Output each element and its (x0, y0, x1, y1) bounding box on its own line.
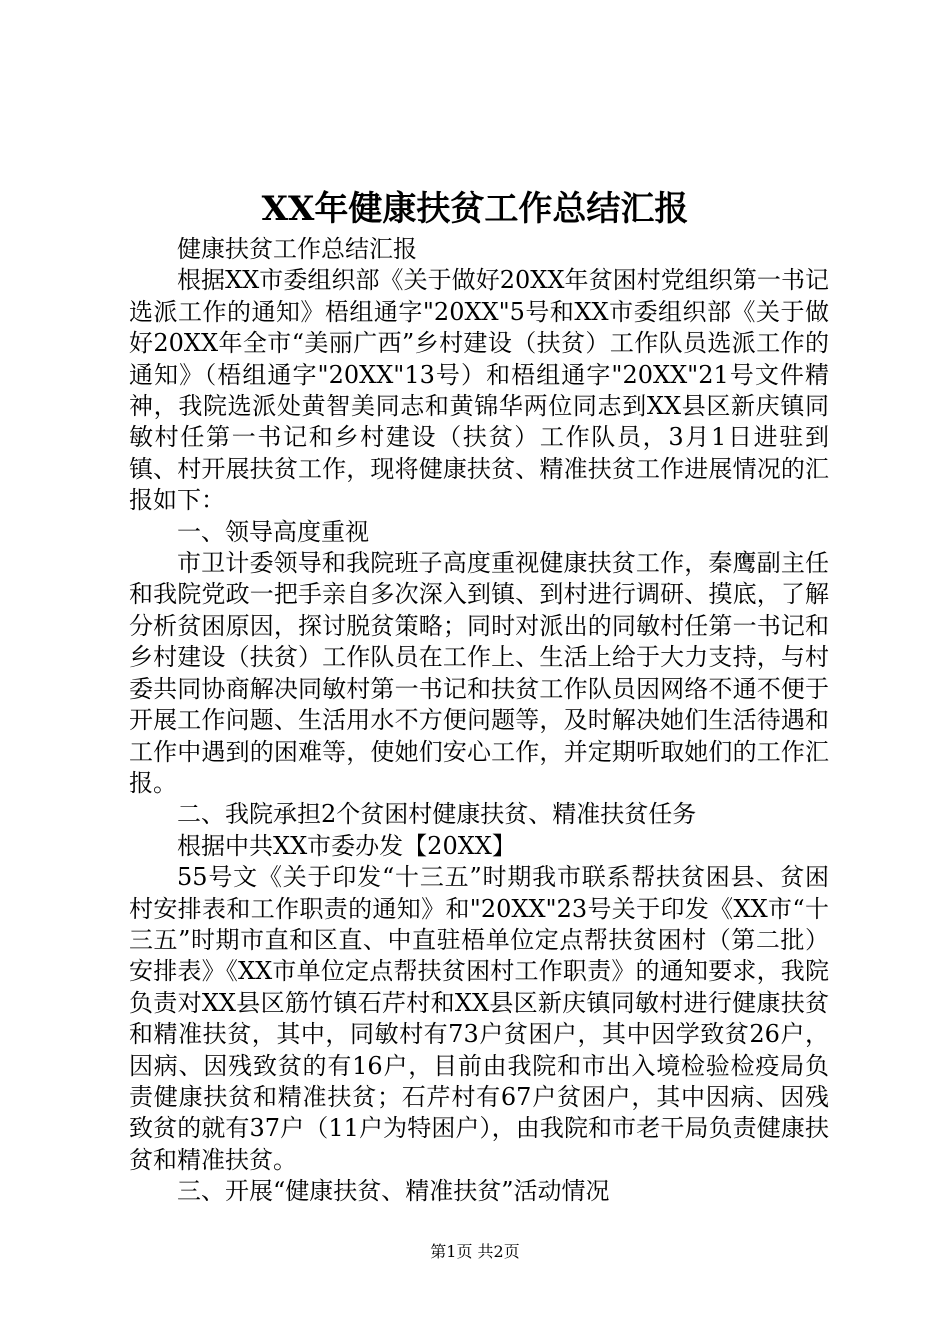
document-body (129, 234, 829, 1208)
intro-paragraph: 根据XX市委组织部《关于做好20XX年贫困村党组织第一书记选派工作的通知》梧组通字"20XX"5号和XX市委组织部《关于做好20XX年全市“美丽广西”乡村建设（扶贫）工作队员选派工作的通知》（梧组通字"20XX"13号）和梧组通字"20XX"21号文件精神，我院选派处黄智美同志和黄锦华两位同志到XX县区新庆镇同敏村任第一书记和乡村建设（扶贫）工作队员，3月1日进驻到镇、村开展扶贫工作，现将健康扶贫、精准扶贫工作进展情况的汇报如下： (129, 266, 829, 515)
page-footer: 第1页 共2页 (430, 1242, 520, 1261)
document-title: XX年健康扶贫工作总结汇报 (261, 189, 689, 229)
section-2-paragraph-a: 根据中共XX市委办发【20XX】 (177, 831, 516, 860)
subtitle-paragraph: 健康扶贫工作总结汇报 (177, 235, 417, 263)
section-heading-3: 三、开展“健康扶贫、精准扶贫”活动情况 (177, 1177, 610, 1206)
section-heading-2: 二、我院承担2个贫困村健康扶贫、精准扶贫任务 (177, 800, 697, 829)
section-1-paragraph: 市卫计委领导和我院班子高度重视健康扶贫工作，秦鹰副主任和我院党政一把手亲自多次深入到镇、到村进行调研、摸底，了解分析贫困原因，探讨脱贫策略；同时对派出的同敏村任第一书记和乡村建设（扶贫）工作队员在工作上、生活上给于大力支持，与村委共同协商解决同敏村第一书记和扶贫工作队员因网络不通不便于开展工作问题、生活用水不方便问题等，及时解决她们生活待遇和工作中遇到的困难等，使她们安心工作，并定期听取她们的工作汇报。 (129, 549, 829, 797)
section-2-paragraph-b: 55号文《关于印发“十三五”时期我市联系帮扶贫困县、贫困村安排表和工作职责的通知》和"20XX"23号关于印发《XX市“十三五”时期市直和区直、中直驻梧单位定点帮扶贫困村（第二批）安排表》《XX市单位定点帮扶贫困村工作职责》的通知要求，我院负责对XX县区筋竹镇石芹村和XX县区新庆镇同敏村进行健康扶贫和精准扶贫，其中，同敏村有73户贫困户，其中因学致贫26户，因病、因残致贫的有16户，目前由我院和市出入境检验检疫局负责健康扶贫和精准扶贫；石芹村有67户贫困户，其中因病、因残致贫的就有37户（11户为特困户），由我院和市老干局负责健康扶贫和精准扶贫。 (129, 863, 829, 1174)
section-heading-1: 一、领导高度重视 (177, 517, 369, 546)
